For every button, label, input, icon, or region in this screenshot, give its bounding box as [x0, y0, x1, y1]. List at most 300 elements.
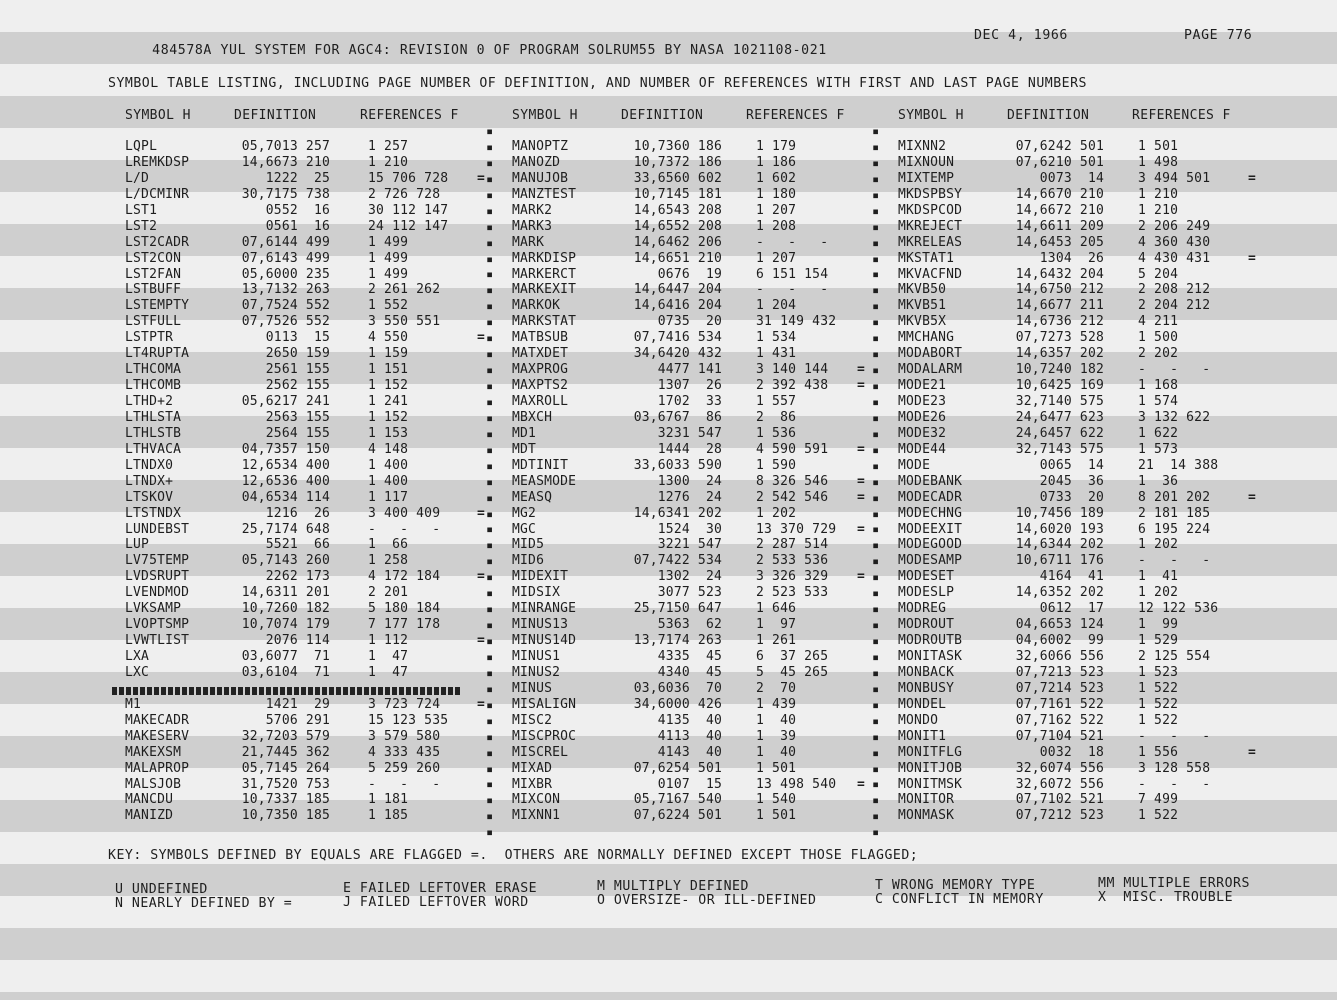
symbol-definition: 07,6242 501: [1015, 139, 1104, 154]
symbol-references: 1 400: [368, 457, 409, 473]
symbol-references: 8 201 202: [1138, 489, 1211, 505]
symbol-name: MODE21: [898, 378, 947, 394]
symbol-name: LVKSAMP: [125, 601, 182, 617]
symbol-name: LTSKOV: [125, 489, 174, 505]
symbol-definition: 4164 41: [1039, 569, 1104, 585]
table-row: [512, 267, 882, 283]
table-row: [512, 171, 882, 187]
table-row: [512, 235, 882, 251]
header-date: DEC 4, 1966: [974, 28, 1068, 43]
symbol-definition: 14,6543 208: [633, 202, 722, 218]
table-row: [125, 362, 495, 378]
symbol-definition: 33,6033 590: [633, 457, 722, 473]
table-row: [512, 777, 882, 793]
symbol-name: MONBACK: [898, 664, 955, 680]
table-row: [125, 490, 495, 506]
symbol-name: MIXNN2: [898, 139, 947, 154]
table-row: [512, 792, 882, 808]
symbol-name: LST2CADR: [125, 234, 190, 250]
table-row: [898, 537, 1268, 553]
symbol-references: 1 522: [1138, 712, 1179, 728]
symbol-name: LSTFULL: [125, 314, 182, 330]
symbol-name: MIXCON: [512, 792, 561, 808]
table-row: [512, 474, 882, 490]
symbol-name: L/DCMINR: [125, 186, 190, 202]
symbol-definition: 10,6711 176: [1015, 553, 1104, 569]
symbol-name: MKREJECT: [898, 218, 963, 234]
symbol-references: 1 152: [368, 409, 409, 425]
symbol-name: LTNDX0: [125, 457, 174, 473]
symbol-definition: 3231 547: [657, 425, 722, 441]
key-code-entry: C CONFLICT IN MEMORY: [875, 891, 1044, 907]
section-divider: [112, 687, 462, 695]
symbol-definition: 14,6311 201: [241, 585, 330, 601]
symbol-name: MODE26: [898, 409, 947, 425]
symbol-definition: 32,7203 579: [241, 728, 330, 744]
symbol-definition: 10,7337 185: [241, 792, 330, 808]
table-row: [512, 649, 882, 665]
symbol-name: MDTINIT: [512, 457, 569, 473]
symbol-definition: 10,7360 186: [633, 139, 722, 154]
symbol-name: MONITFLG: [898, 744, 963, 760]
symbol-references: 13 370 729: [756, 521, 837, 537]
symbol-name: LUNDEBST: [125, 521, 190, 537]
symbol-definition: 0107 15: [657, 776, 722, 792]
symbol-name: LTHCOMB: [125, 378, 182, 394]
symbol-references: 1 112: [368, 633, 409, 649]
table-row: [898, 330, 1268, 346]
symbol-references: 13 498 540: [756, 776, 837, 792]
page-header: [118, 28, 1268, 103]
symbol-definition: 1304 26: [1039, 250, 1104, 266]
symbol-definition: 14,6020 193: [1015, 521, 1104, 537]
symbol-references: 1 40: [756, 744, 797, 760]
symbol-definition: 07,7162 522: [1015, 712, 1104, 728]
symbol-name: MODREG: [898, 601, 947, 617]
symbol-references: 8 326 546: [756, 473, 829, 489]
symbol-references: 1 186: [756, 154, 797, 170]
symbol-definition: 32,7143 575: [1015, 441, 1104, 457]
symbol-definition: 05,7143 260: [241, 553, 330, 569]
symbol-name: MISCPROC: [512, 728, 577, 744]
table-row: [125, 139, 495, 155]
table-row: [898, 665, 1268, 681]
symbol-references: 1 152: [368, 378, 409, 394]
symbol-definition: 1524 30: [657, 521, 722, 537]
symbol-references: 4 333 435: [368, 744, 441, 760]
table-row: [898, 633, 1268, 649]
table-row: [512, 665, 882, 681]
table-row: [898, 378, 1268, 394]
table-row: [512, 298, 882, 314]
table-row: [125, 394, 495, 410]
table-row: [898, 282, 1268, 298]
symbol-definition: 14,6416 204: [633, 298, 722, 314]
symbol-name: MEASQ: [512, 489, 553, 505]
symbol-name: MAXPROG: [512, 362, 569, 378]
symbol-references: 2 204 212: [1138, 298, 1211, 314]
symbol-name: MONBUSY: [898, 680, 955, 696]
symbol-definition: 07,7161 522: [1015, 696, 1104, 712]
table-row: [125, 267, 495, 283]
symbol-references: 2 533 536: [756, 553, 829, 569]
symbol-definition: 2045 36: [1039, 473, 1104, 489]
symbol-flag: =: [477, 505, 486, 521]
symbol-definition: 04,6653 124: [1015, 617, 1104, 633]
table-row: [512, 553, 882, 569]
table-row: [512, 219, 882, 235]
symbol-name: MBXCH: [512, 409, 553, 425]
table-row: [512, 155, 882, 171]
symbol-references: 4 172 184: [368, 569, 441, 585]
symbol-flag: =: [1248, 744, 1257, 760]
table-row: [898, 187, 1268, 203]
symbol-name: MONIT1: [898, 728, 947, 744]
symbol-name: LXC: [125, 664, 150, 680]
symbol-references: 1 500: [1138, 330, 1179, 346]
symbol-references: 1 501: [756, 808, 797, 824]
table-row: [125, 282, 495, 298]
table-row: [125, 713, 495, 729]
symbol-name: LUP: [125, 537, 150, 553]
symbol-references: - - -: [1138, 362, 1211, 378]
symbol-references: 1 241: [368, 394, 409, 409]
symbol-flag: =: [477, 696, 486, 712]
symbol-references: 1 536: [756, 425, 797, 441]
table-row: [125, 569, 495, 585]
symbol-name: MODEGOOD: [898, 537, 963, 553]
symbol-definition: 14,6673 210: [241, 154, 330, 170]
table-row: [512, 537, 882, 553]
symbol-name: MODESET: [898, 569, 955, 585]
table-row: [512, 713, 882, 729]
symbol-references: 1 47: [368, 649, 409, 664]
table-row: [512, 585, 882, 601]
symbol-definition: 10,7350 185: [241, 808, 330, 824]
symbol-name: MAKESERV: [125, 728, 190, 744]
table-row: [125, 251, 495, 267]
table-row: [898, 203, 1268, 219]
symbol-definition: 13,7174 263: [633, 633, 722, 649]
symbol-references: 6 37 265: [756, 649, 829, 664]
symbol-name: MINUS2: [512, 664, 561, 680]
table-row: [125, 522, 495, 538]
symbol-definition: 2564 155: [265, 425, 330, 441]
symbol-references: 2 523 533: [756, 585, 829, 601]
symbol-name: MANZTEST: [512, 186, 577, 202]
symbol-name: MONITOR: [898, 792, 955, 808]
table-row: [125, 729, 495, 745]
table-row: [512, 506, 882, 522]
symbol-flag: =: [857, 473, 866, 489]
symbol-name: MANCDU: [125, 792, 174, 808]
symbol-references: 1 431: [756, 346, 797, 362]
symbol-references: 1 159: [368, 346, 409, 362]
symbol-name: MISC2: [512, 712, 553, 728]
table-row: [512, 187, 882, 203]
symbol-references: 2 206 249: [1138, 218, 1211, 234]
symbol-references: 6 151 154: [756, 266, 829, 282]
symbol-name: MID5: [512, 537, 545, 553]
table-row: [125, 474, 495, 490]
symbol-definition: 4113 40: [657, 728, 722, 744]
symbol-name: MARKERCT: [512, 266, 577, 282]
column-separator: ▪ ▪ ▪ ▪ ▪ ▪ ▪ ▪ ▪ ▪ ▪ ▪ ▪ ▪ ▪ ▪ ▪ ▪ ▪ ▪ ▪ ▪ ▪ ▪ ▪ ▪ ▪ ▪ ▪ ▪ ▪ ▪ ▪ ▪ ▪ ▪ ▪ ▪ ▪ ▪ ▪ ▪ ▪ ▪ ▪: [872, 124, 880, 840]
symbol-references: 1 501: [756, 760, 797, 776]
table-row: [898, 792, 1268, 808]
symbol-name: MATXDET: [512, 346, 569, 362]
symbol-references: - - -: [756, 234, 829, 250]
symbol-references: 2 181 185: [1138, 505, 1211, 521]
symbol-references: 1 590: [756, 457, 797, 473]
symbol-references: 1 574: [1138, 394, 1179, 409]
symbol-flag: =: [857, 569, 866, 585]
symbol-name: MMCHANG: [898, 330, 955, 346]
symbol-references: 1 153: [368, 425, 409, 441]
symbol-definition: 34,6000 426: [633, 696, 722, 712]
symbol-definition: 05,6217 241: [241, 394, 330, 409]
symbol-definition: 14,6736 212: [1015, 314, 1104, 330]
table-row: [512, 346, 882, 362]
table-row: [898, 426, 1268, 442]
table-row: [512, 426, 882, 442]
symbol-definition: 4135 40: [657, 712, 722, 728]
symbol-name: MODESAMP: [898, 553, 963, 569]
symbol-references: 3 494 501: [1138, 170, 1211, 186]
symbol-flag: =: [857, 378, 866, 394]
symbol-references: 31 149 432: [756, 314, 837, 330]
symbol-references: 1 202: [756, 505, 797, 521]
symbol-definition: 0561 16: [265, 218, 330, 234]
table-row: [512, 745, 882, 761]
table-row: [125, 410, 495, 426]
table-row: [898, 569, 1268, 585]
symbol-references: 1 207: [756, 202, 797, 218]
symbol-definition: 13,7132 263: [241, 282, 330, 298]
table-row: [898, 139, 1268, 155]
symbol-definition: 31,7520 753: [241, 776, 330, 792]
symbol-references: 1 168: [1138, 378, 1179, 394]
symbol-references: 15 706 728: [368, 170, 449, 186]
symbol-definition: 1216 26: [265, 505, 330, 521]
symbol-name: MIXTEMP: [898, 170, 955, 186]
table-row: [512, 633, 882, 649]
symbol-name: MONDEL: [898, 696, 947, 712]
symbol-name: MIDEXIT: [512, 569, 569, 585]
symbol-flag: =: [477, 330, 486, 346]
symbol-name: LTHD+2: [125, 394, 174, 409]
symbol-definition: 25,7150 647: [633, 601, 722, 617]
symbol-references: 1 180: [756, 186, 797, 202]
symbol-definition: 14,6341 202: [633, 505, 722, 521]
symbol-definition: 2563 155: [265, 409, 330, 425]
symbol-name: MODROUT: [898, 617, 955, 633]
col-header-symbol: SYMBOL H: [512, 108, 578, 123]
symbol-references: 6 195 224: [1138, 521, 1211, 537]
symbol-references: 1 646: [756, 601, 797, 617]
col-header-references: REFERENCES F: [746, 108, 845, 123]
symbol-references: 21 14 388: [1138, 457, 1219, 473]
symbol-name: MODE44: [898, 441, 947, 457]
table-row: [898, 410, 1268, 426]
symbol-name: LVWTLIST: [125, 633, 190, 649]
symbol-definition: 2262 173: [265, 569, 330, 585]
symbol-definition: 04,6002 99: [1015, 633, 1104, 649]
key-code-entry: O OVERSIZE- OR ILL-DEFINED: [597, 893, 817, 908]
table-row: [125, 761, 495, 777]
table-row: [898, 442, 1268, 458]
table-row: [125, 378, 495, 394]
symbol-name: MAXPTS2: [512, 378, 569, 394]
symbol-name: MODESLP: [898, 585, 955, 601]
listing-subtitle: SYMBOL TABLE LISTING, INCLUDING PAGE NUMBER OF DEFINITION, AND NUMBER OF REFERENCES WITH FIRST AND LAST PAGE NUMBERS: [108, 76, 1087, 91]
symbol-name: LTHLSTB: [125, 425, 182, 441]
symbol-definition: 14,6344 202: [1015, 537, 1104, 553]
symbol-flag: =: [477, 569, 486, 585]
table-row: [125, 777, 495, 793]
symbol-name: MARKDISP: [512, 250, 577, 266]
symbol-references: 1 151: [368, 362, 409, 378]
symbol-definition: 14,6611 209: [1015, 218, 1104, 234]
table-row: [898, 506, 1268, 522]
symbol-name: LQPL: [125, 139, 158, 154]
symbol-name: MIXAD: [512, 760, 553, 776]
symbol-references: 1 47: [368, 664, 409, 680]
symbol-name: LTSTNDX: [125, 505, 182, 521]
symbol-definition: 14,6677 211: [1015, 298, 1104, 314]
symbol-references: 2 202: [1138, 346, 1179, 362]
symbol-name: MONITASK: [898, 649, 963, 664]
symbol-name: MATBSUB: [512, 330, 569, 346]
symbol-references: 4 360 430: [1138, 234, 1211, 250]
symbol-name: MID6: [512, 553, 545, 569]
symbol-name: MANOZD: [512, 154, 561, 170]
symbol-references: 4 211: [1138, 314, 1179, 330]
symbol-name: MINRANGE: [512, 601, 577, 617]
symbol-definition: 32,7140 575: [1015, 394, 1104, 409]
symbol-references: 1 36: [1138, 473, 1179, 489]
symbol-name: MARK: [512, 234, 545, 250]
symbol-definition: 5363 62: [657, 617, 722, 633]
table-row: [898, 362, 1268, 378]
symbol-references: 2 392 438: [756, 378, 829, 394]
table-row: [125, 792, 495, 808]
symbol-references: 1 529: [1138, 633, 1179, 649]
symbol-name: MARKOK: [512, 298, 561, 314]
symbol-definition: 04,6534 114: [241, 489, 330, 505]
symbol-definition: 32,6066 556: [1015, 649, 1104, 664]
symbol-references: 3 132 622: [1138, 409, 1211, 425]
table-row: [898, 235, 1268, 251]
symbol-references: 5 259 260: [368, 760, 441, 776]
table-row: [512, 697, 882, 713]
symbol-name: LVDSRUPT: [125, 569, 190, 585]
symbol-definition: 3221 547: [657, 537, 722, 553]
symbol-references: - - -: [368, 521, 441, 537]
symbol-references: 5 45 265: [756, 664, 829, 680]
symbol-references: 1 204: [756, 298, 797, 314]
symbol-name: MKVACFND: [898, 266, 963, 282]
symbol-references: 1 522: [1138, 680, 1179, 696]
symbol-references: 1 185: [368, 808, 409, 824]
symbol-name: LSTEMPTY: [125, 298, 190, 314]
symbol-name: MAKECADR: [125, 712, 190, 728]
symbol-definition: 2562 155: [265, 378, 330, 394]
symbol-name: MIXNOUN: [898, 154, 955, 170]
symbol-definition: 07,7416 534: [633, 330, 722, 346]
key-code-entry: T WRONG MEMORY TYPE: [875, 877, 1036, 893]
symbol-references: 4 550: [368, 330, 409, 346]
table-row: [512, 314, 882, 330]
table-row: [125, 458, 495, 474]
symbol-name: MODROUTB: [898, 633, 963, 649]
table-row: [898, 649, 1268, 665]
symbol-name: LST2CON: [125, 250, 182, 266]
symbol-name: MALAPROP: [125, 760, 190, 776]
symbol-references: 1 400: [368, 473, 409, 489]
col-header-references: REFERENCES F: [1132, 108, 1231, 123]
symbol-flag: =: [477, 633, 486, 649]
symbol-references: 3 326 329: [756, 569, 829, 585]
symbol-definition: 32,6072 556: [1015, 776, 1104, 792]
symbol-name: LTNDX+: [125, 473, 174, 489]
table-row: [898, 697, 1268, 713]
symbol-flag: =: [1248, 489, 1257, 505]
symbol-flag: =: [857, 489, 866, 505]
symbol-definition: 14,6670 210: [1015, 186, 1104, 202]
symbol-definition: 3077 523: [657, 585, 722, 601]
symbol-definition: 07,7214 523: [1015, 680, 1104, 696]
key-code-entry: N NEARLY DEFINED BY =: [115, 896, 293, 911]
symbol-name: MKRELEAS: [898, 234, 963, 250]
symbol-name: MKDSPCOD: [898, 202, 963, 218]
table-row: [512, 203, 882, 219]
symbol-definition: 14,6462 206: [633, 234, 722, 250]
table-row: [898, 585, 1268, 601]
symbol-definition: 14,6672 210: [1015, 202, 1104, 218]
header-program-info: 484578A YUL SYSTEM FOR AGC4: REVISION 0 OF PROGRAM SOLRUM55 BY NASA 1021108-021: [152, 43, 827, 58]
symbol-references: - - -: [756, 282, 829, 298]
symbol-definition: 10,6425 169: [1015, 378, 1104, 394]
key-code-entry: U UNDEFINED: [115, 882, 208, 897]
symbol-name: MKVB50: [898, 282, 947, 298]
symbol-definition: 0552 16: [265, 202, 330, 218]
col-header-definition: DEFINITION: [234, 108, 317, 123]
table-row: [898, 601, 1268, 617]
symbol-name: MIDSIX: [512, 585, 561, 601]
table-row: [125, 585, 495, 601]
symbol-definition: 1444 28: [657, 441, 722, 457]
table-row: [512, 378, 882, 394]
table-row: [898, 314, 1268, 330]
symbol-references: 1 439: [756, 696, 797, 712]
symbol-name: LVOPTSMP: [125, 617, 190, 633]
symbol-name: MANOPTZ: [512, 139, 569, 154]
symbol-name: LST2FAN: [125, 266, 182, 282]
table-row: [898, 777, 1268, 793]
symbol-references: 1 622: [1138, 425, 1179, 441]
symbol-definition: 07,7212 523: [1015, 808, 1104, 824]
table-row: [125, 506, 495, 522]
symbol-references: 1 522: [1138, 808, 1179, 824]
table-row: [125, 314, 495, 330]
table-row: [125, 665, 495, 681]
symbol-references: 4 148: [368, 441, 409, 457]
symbol-definition: 05,7167 540: [633, 792, 722, 808]
symbol-references: 2 125 554: [1138, 649, 1211, 664]
symbol-name: MKVB51: [898, 298, 947, 314]
table-row: [125, 203, 495, 219]
